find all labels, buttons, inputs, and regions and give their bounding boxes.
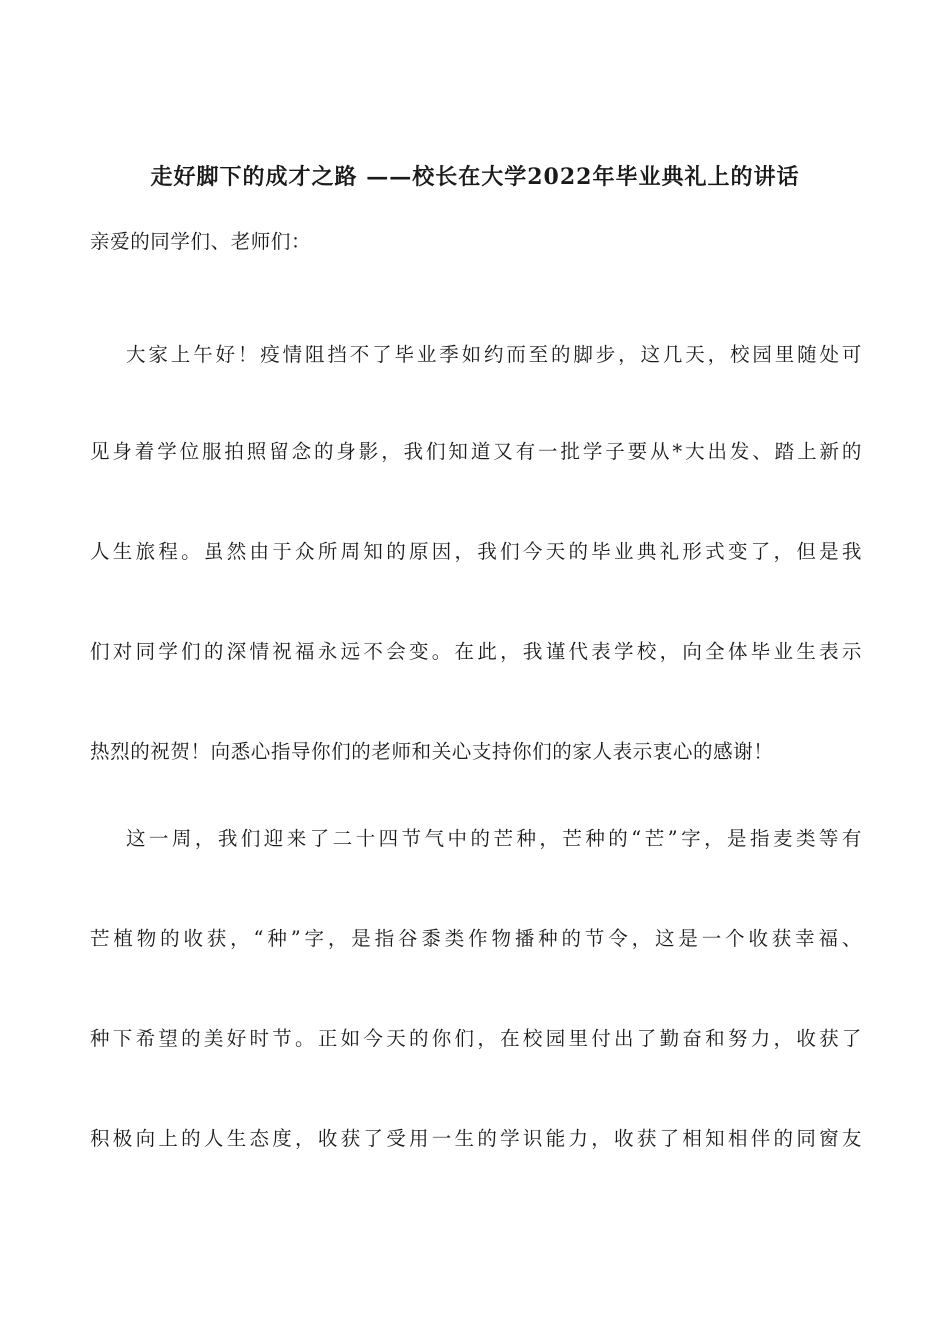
paragraph-line: 们对同学们的深情祝福永远不会变。在此，我谨代表学校，向全体毕业生表示 xyxy=(90,640,862,663)
document-title: 走好脚下的成才之路 ——校长在大学2022年毕业典礼上的讲话 xyxy=(150,164,800,190)
paragraph-line: 芒植物的收获，“种”字，是指谷黍类作物播种的节令，这是一个收获幸福、 xyxy=(90,927,862,950)
paragraph-line: 这一周，我们迎来了二十四节气中的芒种，芒种的“芒”字，是指麦类等有 xyxy=(126,827,862,850)
paragraph-line: 热烈的祝贺！向悉心指导你们的老师和关心支持你们的家人表示衷心的感谢！ xyxy=(90,740,774,763)
salutation: 亲爱的同学们、老师们： xyxy=(90,230,312,253)
paragraph-line: 见身着学位服拍照留念的身影，我们知道又有一批学子要从*大出发、踏上新的 xyxy=(90,440,862,463)
paragraph-line: 人生旅程。虽然由于众所周知的原因，我们今天的毕业典礼形式变了，但是我 xyxy=(90,540,862,563)
paragraph-line: 积极向上的人生态度，收获了受用一生的学识能力，收获了相知相伴的同窗友 xyxy=(90,1127,862,1150)
paragraph-line: 大家上午好！疫情阻挡不了毕业季如约而至的脚步，这几天，校园里随处可 xyxy=(126,343,862,366)
paragraph-line: 种下希望的美好时节。正如今天的你们，在校园里付出了勤奋和努力，收获了 xyxy=(90,1027,862,1050)
